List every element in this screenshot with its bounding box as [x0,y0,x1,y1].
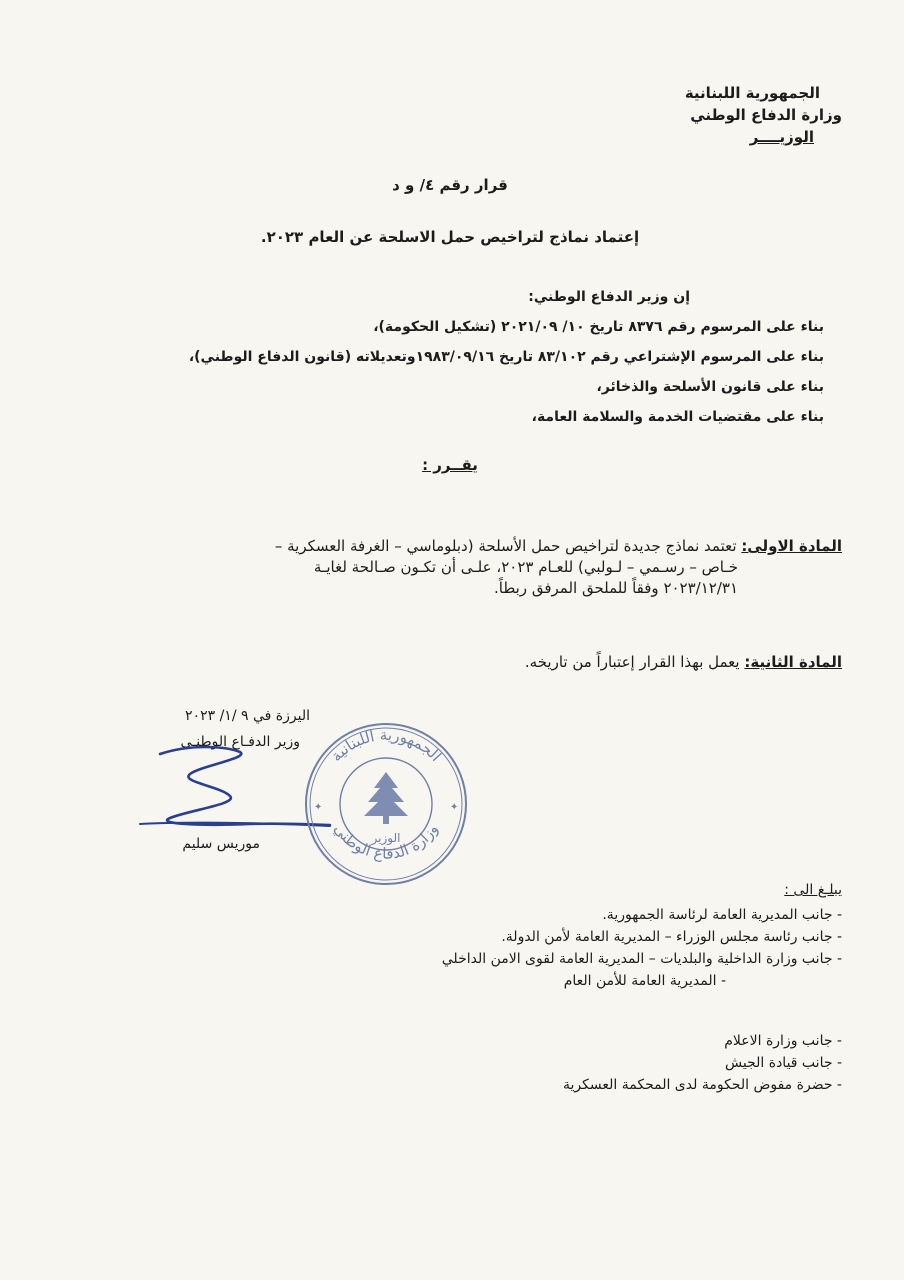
article-1-line-3: ٢٠٢٣/١٢/٣١ وفقاً للملحق المرفق ربطاً. [493,579,738,597]
decision-subject: إعتماد نماذج لتراخيص حمل الاسلحة عن العام ٢٠٢٣. [260,228,640,246]
article-2 [342,652,842,673]
seal-bottom-text: وزارة الدفاع الوطني [330,820,442,863]
distribution-heading: يبلـغ الى : [784,882,842,898]
distribution-list [342,904,842,992]
seal-top-text: الجمهورية اللبنانية [327,725,445,766]
list-item: - المديرية العامة للأمن العام [563,973,726,989]
article-1-label: المادة الاولى: [741,537,842,555]
seal-star-icon: ✦ [314,802,323,813]
distribution-list-2 [342,1030,842,1096]
decision-number: قرار رقم ٤/ و د [392,176,508,194]
preamble-list [144,312,824,432]
preamble-item: بناء على المرسوم الإشتراعي رقم ٨٣/١٠٢ تاريخ ١٩٨٣/٠٩/١٦وتعديلاته (قانون الدفاع الوطني)، [188,349,824,365]
article-2-label: المادة الثانية: [744,653,842,671]
seal-center-text: الوزير [371,831,401,845]
minister-label: الوزيــــر [749,128,814,146]
list-item: - جانب رئاسة مجلس الوزراء – المديرية العامة لأمن الدولة. [501,929,842,945]
ministry-name: وزارة الدفاع الوطني [690,106,842,124]
article-1-line-2: خـاص – رسـمي – لـولبي) للعـام ٢٠٢٣، علـى أن تكـون صـالحة لغايـة [313,558,738,576]
list-item: - جانب المديرية العامة لرئاسة الجمهورية. [602,907,842,923]
preamble-intro: إن وزير الدفاع الوطني: [528,289,690,305]
preamble-item: بناء على مقتضيات الخدمة والسلامة العامة، [531,409,824,425]
signer-name: موريس سليم [182,836,260,852]
list-item: - جانب وزارة الداخلية والبلديات – المديرية العامة لقوى الامن الداخلي [441,951,842,967]
republic-name: الجمهورية اللبنانية [684,84,820,102]
list-item: - حضرة مفوض الحكومة لدى المحكمة العسكرية [563,1077,842,1093]
preamble-item: بناء على قانون الأسلحة والذخائر، [596,379,824,395]
article-1-line-1: تعتمد نماذج جديدة لتراخيص حمل الأسلحة (دبلوماسي – الغرفة العسكرية – [274,537,737,555]
decides-heading: يقــرر : [422,456,478,474]
letterhead [582,82,842,148]
place-date: اليرزة في ٩ /١/ ٢٠٢٣ [185,708,310,724]
article-2-text: يعمل بهذا القرار إعتباراً من تاريخه. [524,653,740,671]
article-1 [182,536,842,599]
signer-title: وزير الدفـاع الوطنـي [180,734,300,750]
official-seal [300,718,472,890]
list-item: - جانب وزارة الاعلام [724,1033,842,1049]
seal-star-icon: ✦ [450,802,459,813]
list-item: - جانب قيادة الجيش [725,1055,842,1071]
cedar-tree-icon [364,772,408,824]
preamble-item: بناء على المرسوم رقم ٨٣٧٦ تاريخ ١٠/ ٢٠٢١/٠٩ (تشكيل الحكومة)، [373,319,824,335]
